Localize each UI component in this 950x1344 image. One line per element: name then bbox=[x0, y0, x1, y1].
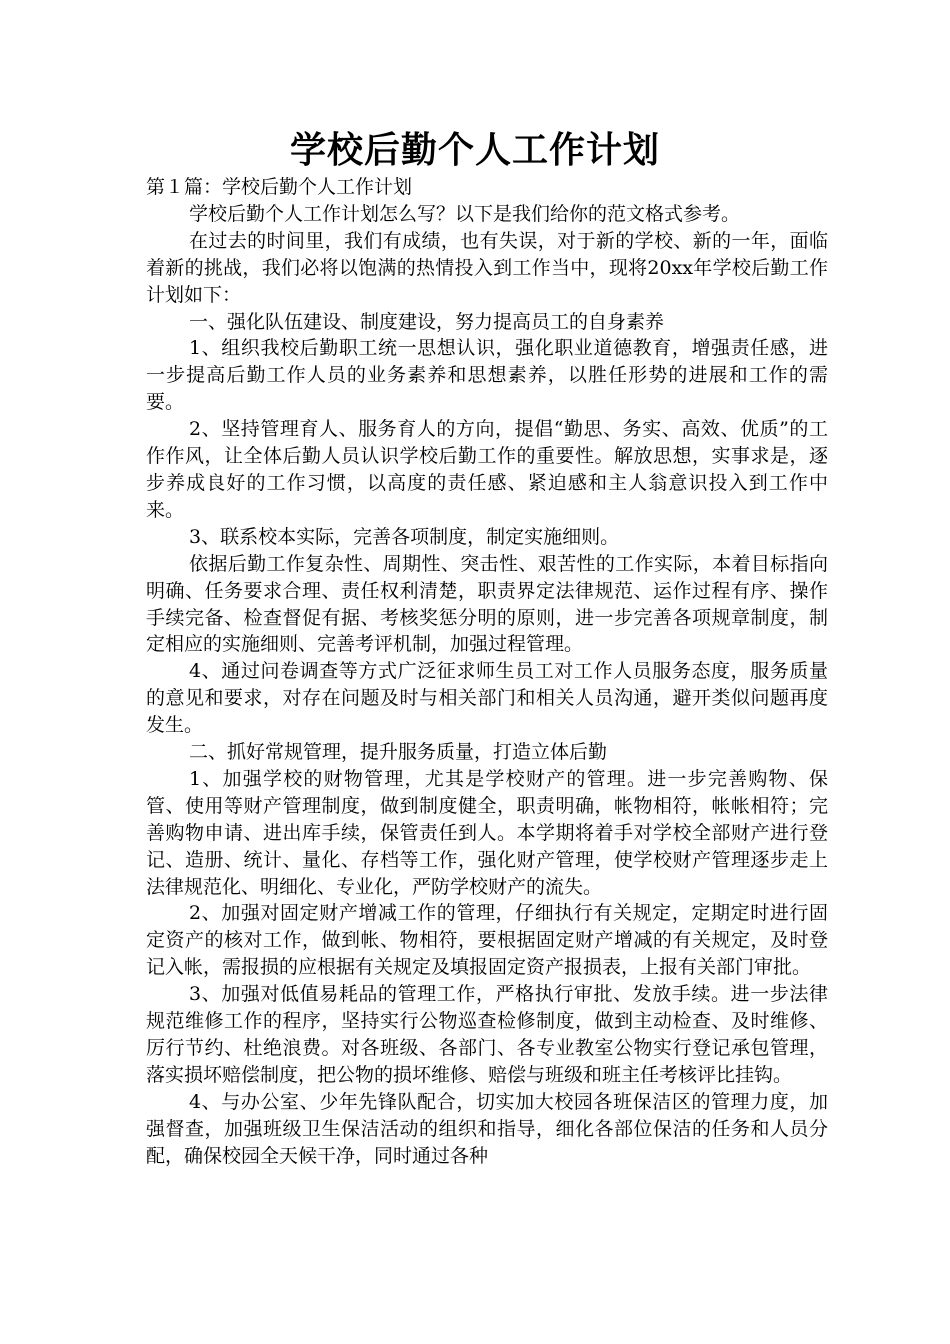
paragraph-overview: 在过去的时间里，我们有成绩，也有失误，对于新的学校、新的一年，面临着新的挑战，我们必将以饱满的热情投入到工作当中，现将20xx年学校后勤工作计划如下： bbox=[146, 229, 828, 306]
paragraph-2-3: 3、加强对低值易耗品的管理工作，严格执行审批、发放手续。进一步法律规范维修工作的程序，坚持实行公物巡查检修制度，做到主动检查、及时维修、厉行节约、杜绝浪费。对各班级、各部门、各专业教室公物实行登记承包管理，落实损坏赔偿制度，把公物的损坏维修、赔偿与班级和班主任考核评比挂钩。 bbox=[146, 983, 828, 1086]
document-body bbox=[146, 174, 828, 1170]
paragraph-2-2: 2、加强对固定财产增减工作的管理，仔细执行有关规定，定期定时进行固定资产的核对工作，做到帐、物相符，要根据固定财产增减的有关规定，及时登记入帐，需报损的应根据有关规定及填报固定资产报损表，上报有关部门审批。 bbox=[146, 902, 828, 979]
paragraph-1-1: 1、组织我校后勤职工统一思想认识，强化职业道德教育，增强责任感，进一步提高后勤工作人员的业务素养和思想素养，以胜任形势的进展和工作的需要。 bbox=[146, 337, 828, 414]
paragraph-2-4: 4、与办公室、少年先锋队配合，切实加大校园各班保洁区的管理力度，加强督查，加强班级卫生保洁活动的组织和指导，细化各部位保洁的任务和人员分配，确保校园全天候干净，同时通过各种 bbox=[146, 1090, 828, 1167]
heading-part-one: 一、强化队伍建设、制度建设，努力提高员工的自身素养 bbox=[189, 310, 665, 333]
paragraph-1-4: 4、通过问卷调查等方式广泛征求师生员工对工作人员服务态度，服务质量的意见和要求，对存在问题及时与相关部门和相关人员沟通，避开类似问题再度发生。 bbox=[146, 660, 828, 737]
heading-part-two: 二、抓好常规管理，提升服务质量，打造立体后勤 bbox=[189, 741, 608, 764]
document-title: 学校后勤个人工作计划 bbox=[289, 130, 660, 171]
paragraph-2-1: 1、加强学校的财物管理，尤其是学校财产的管理。进一步完善购物、保管、使用等财产管理制度，做到制度健全，职责明确，帐物相符，帐帐相符；完善购物申请、进出库手续，保管责任到人。本学期将着手对学校全部财产进行登记、造册、统计、量化、存档等工作，强化财产管理，使学校财产管理逐步走上法律规范化、明细化、专业化，严防学校财产的流失。 bbox=[146, 767, 828, 898]
paragraph-intro: 学校后勤个人工作计划怎么写？以下是我们给你的范文格式参考。 bbox=[189, 202, 741, 225]
section-heading: 第１篇：学校后勤个人工作计划 bbox=[146, 176, 413, 198]
paragraph-1-3: 3、联系校本实际，完善各项制度，制定实施细则。 bbox=[189, 525, 620, 548]
paragraph-1-3-detail: 依据后勤工作复杂性、周期性、突击性、艰苦性的工作实际，本着目标指向明确、任务要求合理、责任权利清楚，职责界定法律规范、运作过程有序、操作手续完备、检查督促有据、考核奖惩分明的原则，进一步完善各项规章制度，制定相应的实施细则、完善考评机制，加强过程管理。 bbox=[146, 552, 828, 656]
paragraph-1-2: 2、坚持管理育人、服务育人的方向，提倡“勤思、务实、高效、优质”的工作作风，让全体后勤人员认识学校后勤工作的重要性。解放思想，实事求是，逐步养成良好的工作习惯，以高度的责任感、紧迫感和主人翁意识投入到工作中来。 bbox=[146, 418, 828, 521]
